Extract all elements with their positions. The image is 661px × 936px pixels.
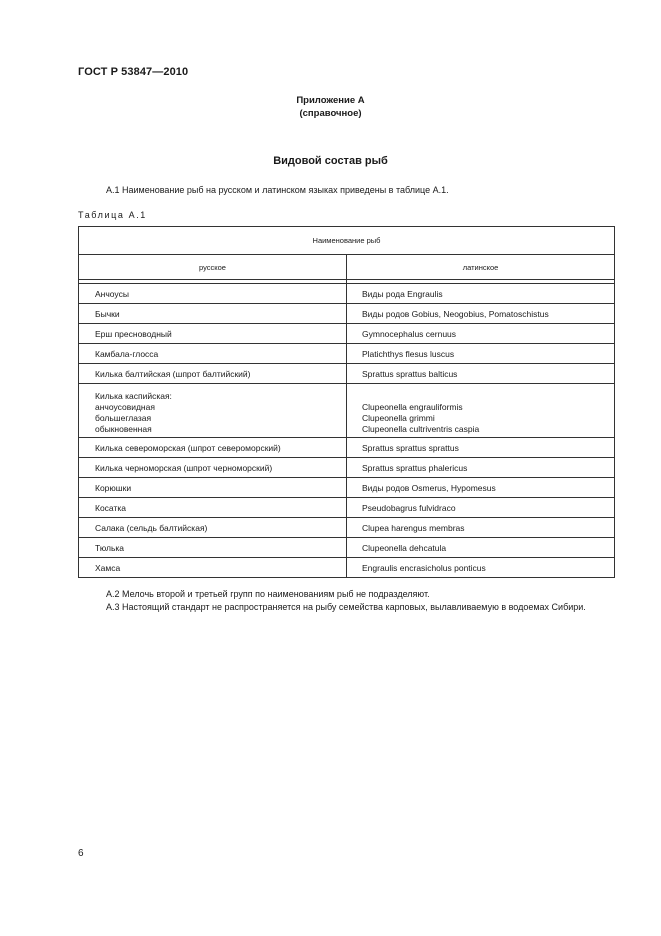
russian-name-cell-line: Камбала-глосса [95, 348, 159, 359]
intro-paragraph: А.1 Наименование рыб на русском и латинском языках приведены в таблице А.1. [106, 185, 449, 195]
latin-name-cell-line: Platichthys flesus luscus [362, 348, 455, 359]
latin-name-cell-line: Clupea harengus membras [362, 522, 465, 533]
latin-name-cell-line: Виды родов Gobius, Neogobius, Pomatoschistus [362, 308, 549, 319]
table-body [79, 280, 615, 578]
column-header-latin: латинское [347, 255, 615, 280]
latin-name-cell [347, 304, 615, 324]
latin-name-cell [347, 458, 615, 478]
table-row [79, 304, 615, 324]
table-row [79, 558, 615, 578]
latin-name-cell [347, 438, 615, 458]
table-row [79, 344, 615, 364]
group-header: Наименование рыб [79, 227, 615, 255]
latin-name-cell-line: Sprattus sprattus phalericus [362, 462, 468, 473]
russian-name-cell [79, 344, 347, 364]
russian-name-cell-line: Килька каспийская: [95, 390, 172, 401]
russian-name-cell [79, 558, 347, 578]
annex-heading [0, 94, 661, 120]
russian-name-cell-line: Килька черноморская (шпрот черноморский) [95, 462, 273, 473]
russian-name-cell [79, 324, 347, 344]
latin-name-cell-line: Sprattus sprattus balticus [362, 368, 458, 379]
russian-name-cell [79, 364, 347, 384]
russian-name-cell-line: Бычки [95, 308, 120, 319]
table-row [79, 284, 615, 304]
table-row [79, 458, 615, 478]
latin-name-cell-line: Engraulis encrasicholus ponticus [362, 562, 486, 573]
section-title: Видовой состав рыб [273, 155, 388, 167]
notes [78, 588, 614, 614]
russian-name-cell [79, 458, 347, 478]
column-header-russian: русское [79, 255, 347, 280]
russian-name-cell-line: Салака (сельдь балтийская) [95, 522, 208, 533]
note-a3: А.3 Настоящий стандарт не распространяется на рыбу семейства карповых, вылавливаемую в водоемах Сибири. [106, 602, 586, 612]
latin-name-cell [347, 284, 615, 304]
latin-name-cell-line: Clupeonella grimmi [362, 412, 435, 423]
russian-name-cell-line: Ерш пресноводный [95, 328, 172, 339]
latin-name-cell [347, 498, 615, 518]
table-row [79, 438, 615, 458]
latin-name-cell [347, 538, 615, 558]
table-row [79, 478, 615, 498]
russian-name-cell-line: Тюлька [95, 542, 125, 553]
russian-name-cell-line: Килька балтийская (шпрот балтийский) [95, 368, 251, 379]
latin-name-cell-line: Clupeonella cultriventris caspia [362, 423, 480, 434]
russian-name-cell [79, 538, 347, 558]
latin-name-cell-line: Pseudobagrus fulvidraco [362, 502, 456, 513]
russian-name-cell-line: анчоусовидная [95, 401, 155, 412]
russian-name-cell-line: большеглазая [95, 412, 152, 423]
table-row [79, 518, 615, 538]
russian-name-cell [79, 384, 347, 438]
latin-name-cell [347, 324, 615, 344]
annex-title: Приложение А [296, 95, 365, 106]
russian-name-cell-line: Килька североморская (шпрот североморский) [95, 442, 281, 453]
latin-name-cell-line: Виды родов Osmerus, Hypomesus [362, 482, 496, 493]
russian-name-cell [79, 438, 347, 458]
russian-name-cell-line: Косатка [95, 502, 126, 513]
latin-name-cell [347, 344, 615, 364]
russian-name-cell-line: обыкновенная [95, 423, 152, 434]
russian-name-cell-line: Корюшки [95, 482, 132, 493]
fish-species-table [78, 226, 615, 578]
russian-name-cell-line: Хамса [95, 562, 121, 573]
latin-name-cell-line: Clupeonella dehcatula [362, 542, 447, 553]
page-number: 6 [78, 848, 84, 859]
latin-name-cell [347, 558, 615, 578]
table-row [79, 498, 615, 518]
russian-name-cell [79, 498, 347, 518]
note-a2: А.2 Мелочь второй и третьей групп по наименованиям рыб не подразделяют. [106, 589, 430, 599]
latin-name-cell-line [362, 391, 614, 402]
latin-name-cell-line: Виды рода Engraulis [362, 288, 443, 299]
table-row [79, 364, 615, 384]
table-row [79, 538, 615, 558]
russian-name-cell-line: Анчоусы [95, 288, 129, 299]
annex-subtitle: (справочное) [299, 108, 362, 119]
latin-name-cell [347, 478, 615, 498]
latin-name-cell [347, 518, 615, 538]
document-code: ГОСТ Р 53847—2010 [78, 66, 189, 78]
latin-name-cell-line: Clupeonella engrauliformis [362, 401, 463, 412]
russian-name-cell [79, 284, 347, 304]
table-caption: Таблица А.1 [78, 210, 147, 220]
russian-name-cell [79, 478, 347, 498]
latin-name-cell [347, 364, 615, 384]
russian-name-cell [79, 304, 347, 324]
latin-name-cell-line: Gymnocephalus cernuus [362, 328, 457, 339]
latin-name-cell-line: Sprattus sprattus sprattus [362, 442, 459, 453]
russian-name-cell [79, 518, 347, 538]
table-row [79, 384, 615, 438]
table-row [79, 324, 615, 344]
latin-name-cell [347, 384, 615, 438]
